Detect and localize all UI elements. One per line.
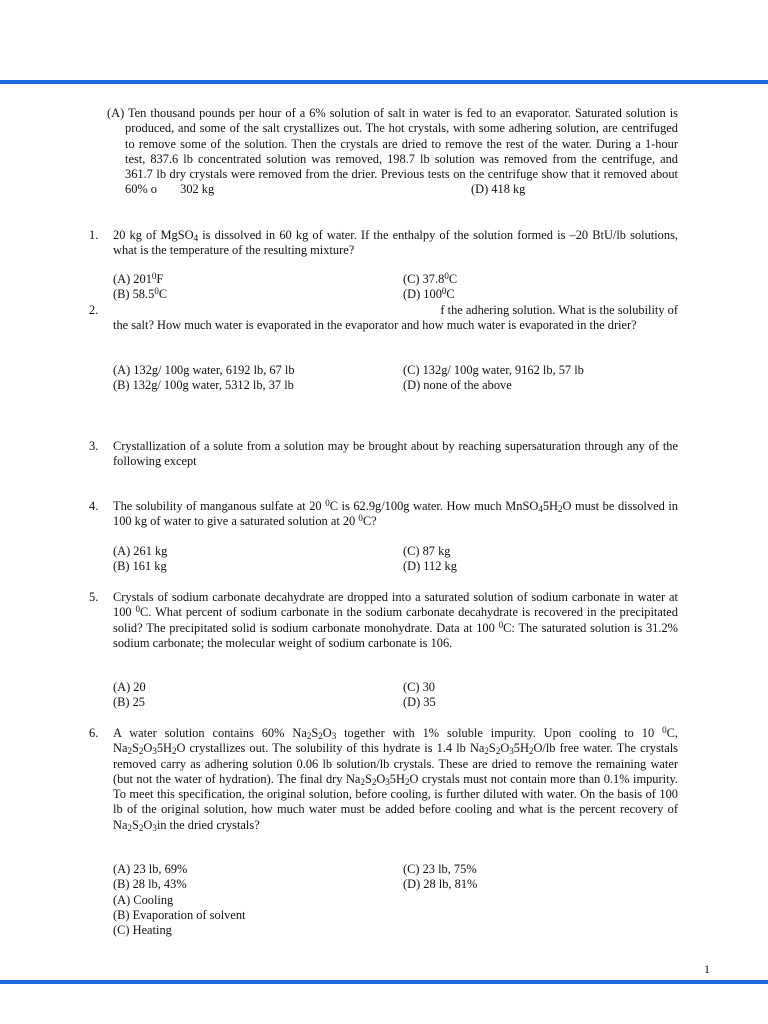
q4-option-c: (C) 87 kg [403, 544, 451, 558]
q5-number: 5. [89, 590, 99, 604]
q2-question: the salt? How much water is evaporated in the evaporator and how much water is evaporated in the drier? [113, 318, 637, 332]
q1-number: 1. [89, 228, 99, 242]
q2-option-d: (D) none of the above [403, 378, 512, 393]
intro-text: Ten thousand pounds per hour of a 6% solution of salt in water is fed to an evaporator. Saturated solution is produced, and some of the salt crystallizes out. The hot crystals, with some adhering solution, are centrifuged to remove some of the solution. Then the crystals are dried to remove the rest of the water. During a 1-hour test, 837.6 lb concentrated solution was removed, 198.7 lb solution was removed from the centrifuge, and 361.7 lb dry crystals were removed from the drier. Previous tests on the centrifuge show that it removed about 60% o [125, 106, 679, 197]
q1-option-d: (D) $100^0C$ [403, 286, 455, 302]
q5-question: Crystals of sodium carbonate decahydrate are dropped into a saturated solution of sodium carbonate in water at 100 $^0$C. What percent of sodium carbonate in the sodium carbonate decahydrate is recovered in the precipitated solid? The precipitated solid is sodium carbonate monohydrate. Data at 100 $^0$C: The saturated solution is 31.2% sodium carbonate; the molecular weight of sodium carbonate is 106. [113, 590, 679, 650]
q1-options [113, 272, 678, 303]
intro-problem [107, 106, 678, 198]
q4-option-b: (B) 161 kg [113, 559, 167, 574]
q4-options [113, 544, 678, 575]
q4-question: The solubility of manganous sulfate at 20 $^0$C is 62.9g/100g water. How much $MnSO_45H_2O$ must be dissolved in 100 kg of water to give a saturated solution at 20 $^0$C? [113, 498, 678, 529]
intro-tail-mid: 302 kg [180, 182, 215, 197]
q6-option-a: (A) 23 lb, 69% [113, 862, 188, 876]
q6-options [113, 862, 678, 938]
q2-option-a: (A) 132g/ 100g water, 6192 lb, 67 lb [113, 363, 295, 377]
q1-question [113, 228, 678, 259]
q1-option-c: (C) 37.8$^0$C [403, 271, 458, 286]
q1-option-b: (B) 58.5$^0$C [113, 286, 168, 302]
q3-option-c: (C) Heating [113, 923, 172, 938]
q1-text-b: is dissolved in 60 kg of water. If the enthalpy of the solution formed is –20 BtU/lb solutions, what is the temperature of the resulting mixture? [113, 228, 678, 258]
q5-option-b: (B) 25 [113, 695, 146, 710]
q6-option-c: (C) 23 lb, 75% [403, 862, 477, 876]
intro-tail-right: (D) 418 kg [471, 182, 526, 197]
q2-number: 2. [89, 303, 99, 317]
q6-question: A water solution contains 60% $Na_2S_2O_3$ together with 1% soluble impurity. Upon cooling to 10 $^0$C, $Na_2S_2O_35H_2O$ crystallizes out. The solubility of this hydrate is 1.4 lb $Na_2S_2O_35H_2O/lb$ free water. The crystals removed carry as adhering solution 0.06 lb solution/lb crystals. These are dried to remove the remaining water (but not the water of hydration). The final dry $Na_2S_2O_35H_2O$ crystals must not contain more than 0.1% impurity. To meet this specification, the original solution, before cooling, is further diluted with water. On the basis of 100 lb of the original solution, how much water must be added before cooling and what is the percent recovery of $Na_2S_2O_3in$ the dried crystals? [113, 725, 679, 833]
q5-option-c: (C) 30 [403, 680, 436, 694]
q1-option-a: (A) $201^0F$ [113, 271, 164, 286]
q1-text-a: 20 kg of MgSO [113, 228, 194, 242]
q6-option-b: (B) 28 lb, 43% [113, 877, 187, 892]
page-number: 1 [704, 962, 710, 976]
q2-fragment: f the adhering solution. What is the solubility of [440, 303, 678, 317]
q6-option-d: (D) 28 lb, 81% [403, 877, 478, 892]
q3-option-a: (A) Cooling [113, 892, 174, 907]
q3-number: 3. [89, 439, 99, 453]
q5-option-d: (D) 35 [403, 695, 436, 710]
q4-option-a: (A) 261 kg [113, 544, 168, 558]
q5-options [113, 680, 678, 711]
q5-option-a: (A) 20 [113, 680, 146, 694]
q2-option-c: (C) 132g/ 100g water, 9162 lb, 57 lb [403, 363, 584, 377]
bottom-rule [0, 980, 768, 984]
top-rule [0, 80, 768, 84]
q2-option-b: (B) 132g/ 100g water, 5312 lb, 37 lb [113, 378, 294, 393]
intro-label: (A) [107, 106, 125, 120]
q2-options [113, 363, 678, 394]
q4-number: 4. [89, 499, 99, 513]
q3-question: Crystallization of a solute from a solution may be brought about by reaching supersaturation through any of the following except [113, 439, 678, 469]
q6-number: 6. [89, 726, 99, 740]
q3-option-b: (B) Evaporation of solvent [113, 907, 246, 922]
q4-option-d: (D) 112 kg [403, 559, 457, 574]
q1-sub-a: 4 [193, 233, 199, 243]
